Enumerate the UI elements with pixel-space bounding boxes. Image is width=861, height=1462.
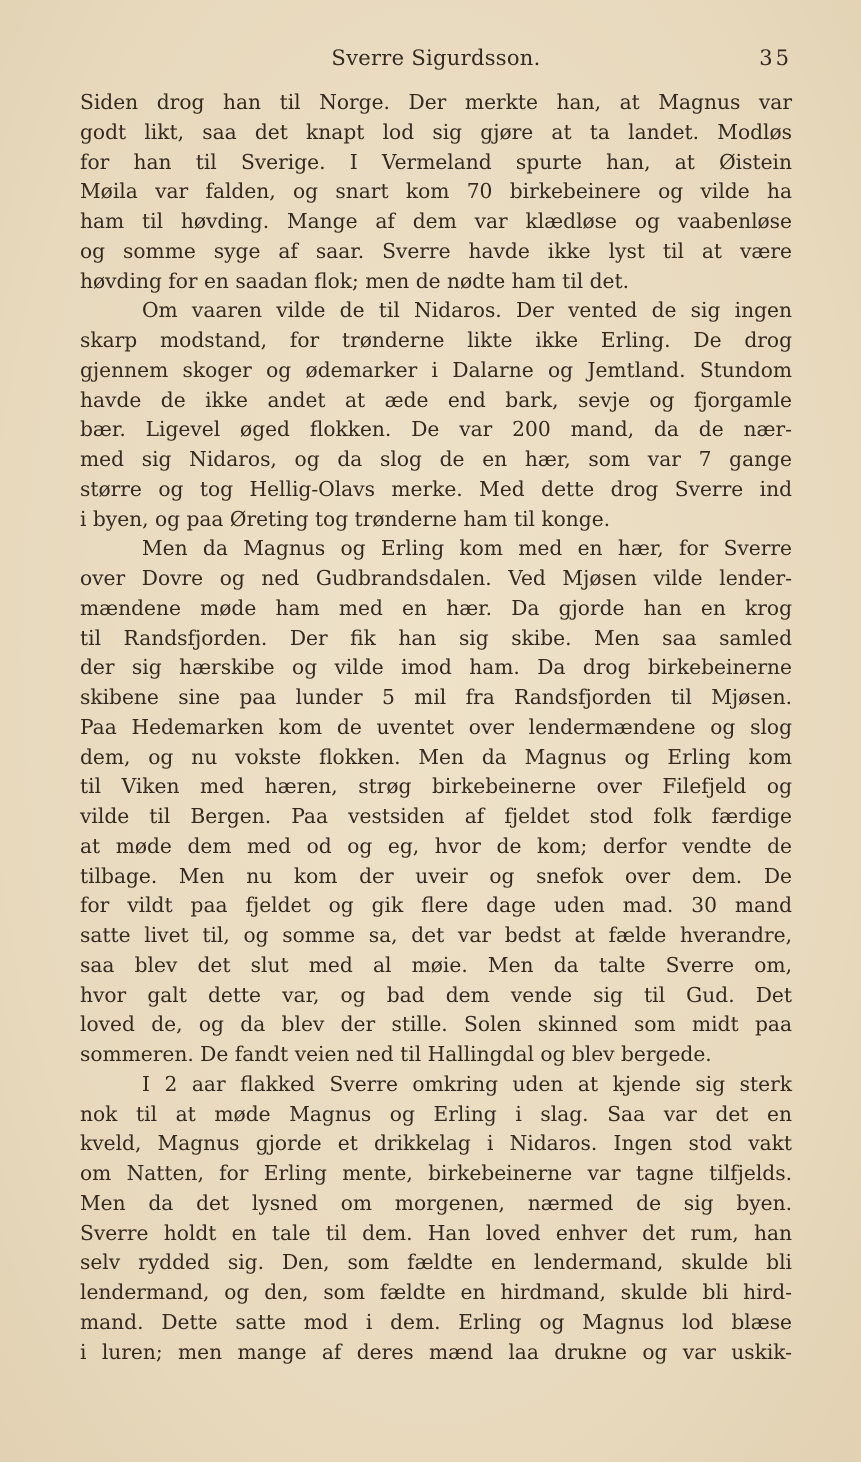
text-line: Siden drog han til Norge. Der merkte han, at Magnus var: [80, 90, 792, 114]
paragraph: [80, 296, 792, 534]
paragraph: [80, 1070, 792, 1368]
text-line: kveld, Magnus gjorde et drikkelag i Nidaros. Ingen stod vakt: [80, 1131, 792, 1156]
text-line: Paa Hedemarken kom de uventet over lendermændene og slog: [80, 714, 792, 739]
text-line: mand. Dette satte mod i dem. Erling og Magnus lod blæse: [80, 1309, 792, 1334]
text-line: vilde til Bergen. Paa vestsiden af fjeldet stod folk færdige: [80, 804, 792, 828]
text-line: skarp modstand, for trønderne likte ikke Erling. De drog: [80, 328, 792, 352]
text-line: Men da Magnus og Erling kom med en hær, for Sverre: [142, 536, 792, 561]
text-line: hvor galt dette var, og bad dem vende sig til Gud. Det: [80, 982, 792, 1007]
text-line: satte livet til, og somme sa, det var bedst at fælde hverandre,: [80, 923, 792, 947]
text-line: dem, og nu vokste flokken. Men da Magnus og Erling kom: [80, 744, 792, 769]
text-line: saa blev det slut med al møie. Men da talte Sverre om,: [80, 952, 792, 977]
text-line: i byen, og paa Øreting tog trønderne ham til konge.: [80, 506, 611, 531]
text-line: skibene sine paa lunder 5 mil fra Randsfjorden til Mjøsen.: [80, 685, 792, 709]
page-header: [80, 44, 792, 78]
text-line: Møila var falden, og snart kom 70 birkebeinere og vilde ha: [80, 179, 792, 204]
text-line: om Natten, for Erling mente, birkebeinerne var tagne tilfjelds.: [80, 1161, 792, 1185]
text-line: større og tog Hellig-Olavs merke. Med dette drog Sverre ind: [80, 476, 792, 501]
text-line: Men da det lysned om morgenen, nærmed de sig byen.: [80, 1190, 792, 1215]
text-line: mændene møde ham med en hær. Da gjorde han en krog: [80, 595, 792, 620]
running-title: Sverre Sigurdsson.: [331, 46, 541, 70]
text-line: selv rydded sig. Den, som fældte en lendermand, skulde bli: [80, 1250, 792, 1275]
text-line: gjennem skoger og ødemarker i Dalarne og Jemtland. Stundom: [80, 357, 792, 382]
text-line: loved de, og da blev der stille. Solen skinned som midt paa: [80, 1012, 792, 1037]
text-line: i luren; men mange af deres mænd laa drukne og var uskik-: [80, 1339, 792, 1364]
text-line: bær. Ligevel øged flokken. De var 200 mand, da de nær-: [80, 417, 792, 442]
body-text: [80, 88, 792, 1367]
text-line: over Dovre og ned Gudbrandsdalen. Ved Mjøsen vilde lender-: [80, 566, 792, 590]
text-line: høvding for en saadan flok; men de nødte ham til det.: [80, 268, 630, 293]
paragraph: [80, 534, 792, 1070]
text-line: for han til Sverige. I Vermeland spurte han, at Øistein: [80, 149, 792, 174]
text-line: godt likt, saa det knapt lod sig gjøre at ta landet. Modløs: [80, 119, 792, 144]
text-line: med sig Nidaros, og da slog de en hær, som var 7 gange: [80, 447, 792, 471]
text-line: Om vaaren vilde de til Nidaros. Der vented de sig ingen: [142, 298, 792, 323]
page-number: 35: [759, 46, 792, 70]
text-line: Sverre holdt en tale til dem. Han loved enhver det rum, han: [80, 1220, 792, 1245]
text-line: til Randsfjorden. Der fik han sig skibe. Men saa samled: [80, 625, 792, 650]
text-line: sommeren. De fandt veien ned til Hallingdal og blev bergede.: [80, 1042, 712, 1066]
text-line: ham til høvding. Mange af dem var klædløse og vaabenløse: [80, 209, 792, 233]
text-line: havde de ikke andet at æde end bark, sevje og fjorgamle: [80, 387, 792, 412]
text-line: nok til at møde Magnus og Erling i slag. Saa var det en: [80, 1101, 792, 1126]
paragraph: [80, 88, 792, 296]
text-line: at møde dem med od og eg, hvor de kom; derfor vendte de: [80, 833, 792, 858]
text-line: til Viken med hæren, strøg birkebeinerne over Filefjeld og: [80, 774, 792, 799]
text-line: I 2 aar flakked Sverre omkring uden at kjende sig sterk: [142, 1071, 792, 1096]
text-line: lendermand, og den, som fældte en hirdmand, skulde bli hird-: [80, 1280, 792, 1304]
text-line: for vildt paa fjeldet og gik flere dage uden mad. 30 mand: [80, 893, 792, 918]
text-line: og somme syge af saar. Sverre havde ikke lyst til at være: [80, 238, 792, 263]
text-line: der sig hærskibe og vilde imod ham. Da drog birkebeinerne: [80, 655, 792, 680]
text-line: tilbage. Men nu kom der uveir og snefok over dem. De: [80, 863, 792, 888]
